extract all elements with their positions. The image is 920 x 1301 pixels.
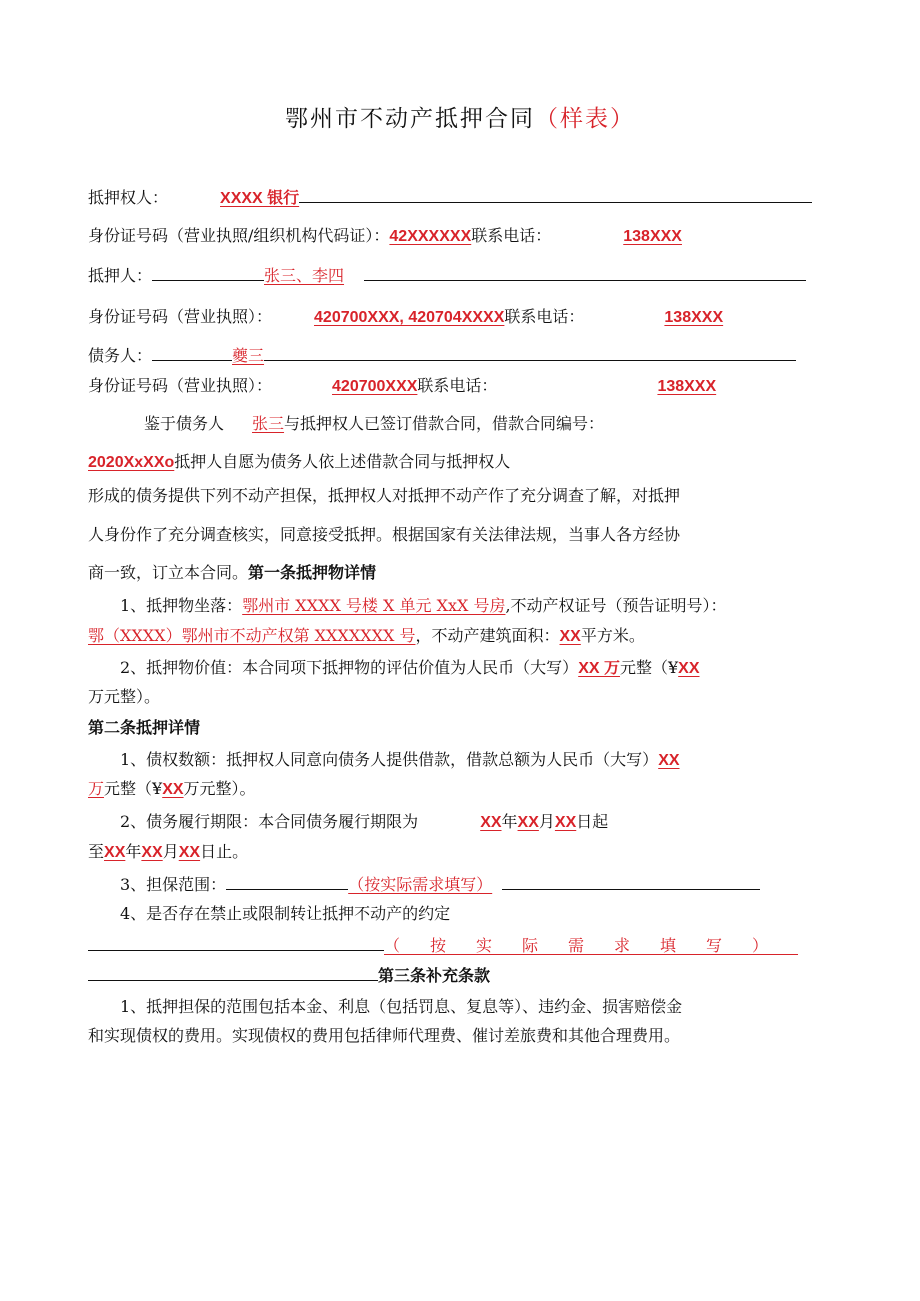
preamble-text: 鉴于债务人 bbox=[144, 414, 225, 433]
debtor-phone[interactable]: 138XXX bbox=[657, 378, 717, 395]
article2-item1-cont bbox=[88, 777, 256, 802]
mortgagor-label: 抵押人： bbox=[88, 266, 153, 285]
debtor-blank bbox=[264, 342, 796, 361]
preamble-line-3: 形成的债务提供下列不动产担保，抵押权人对抵押不动产作了充分调查了解，对抵押 bbox=[88, 486, 681, 505]
year-label: 年 bbox=[125, 842, 142, 861]
debtor-id-label: 身份证号码（营业执照）： bbox=[88, 376, 273, 395]
year-label: 年 bbox=[501, 812, 518, 831]
article2-item1-text: 万元整）。 bbox=[183, 779, 256, 798]
end-label: 日止。 bbox=[200, 842, 249, 861]
article1-item2 bbox=[120, 656, 700, 681]
article2-item3 bbox=[120, 871, 760, 897]
preamble-line-2 bbox=[88, 450, 510, 475]
article2-title: 第二条抵押详情 bbox=[88, 718, 201, 737]
article1-item1-cont bbox=[88, 624, 645, 649]
article1-item1-text: ,不动产权证号（预告证明号）： bbox=[505, 596, 727, 615]
end-day[interactable]: XX bbox=[178, 844, 201, 861]
mortgagee-row bbox=[88, 184, 812, 211]
end-month[interactable]: XX bbox=[141, 844, 163, 861]
title-main: 鄂州市不动产抵押合同 bbox=[285, 106, 535, 132]
to-label: 至 bbox=[88, 842, 105, 861]
mortgagor-phone-label: 联系电话： bbox=[504, 307, 585, 326]
mortgagee-id-label: 身份证号码（营业执照/组织机构代码证）： bbox=[88, 226, 390, 245]
loan-amount-upper-a[interactable]: XX bbox=[658, 752, 680, 769]
debtor-id-value[interactable]: 420700XXX bbox=[332, 378, 418, 395]
property-cert-number[interactable]: 鄂（XXXX）鄂州市不动产权第 XXXXXXX 号 bbox=[88, 626, 416, 645]
article2-item2-text: 2、债务履行期限：本合同债务履行期限为 bbox=[120, 812, 419, 831]
end-year[interactable]: XX bbox=[104, 844, 126, 861]
article2-item4: 4、是否存在禁止或限制转让抵押不动产的约定 bbox=[120, 904, 451, 923]
preamble-text: 与抵押权人已签订借款合同，借款合同编号： bbox=[284, 414, 605, 433]
start-label: 日起 bbox=[576, 812, 609, 831]
contract-number[interactable]: 2020XxXXo bbox=[88, 454, 175, 471]
mortgagee-phone-label: 联系电话： bbox=[471, 226, 552, 245]
article2-item2 bbox=[120, 809, 608, 835]
article2-item1-text: 1、债权数额：抵押权人同意向债务人提供借款，借款总额为人民币（大写） bbox=[120, 750, 659, 769]
article1-item1 bbox=[120, 594, 727, 618]
transfer-restriction[interactable]: （按实际需求填写） bbox=[384, 936, 799, 955]
article2-item1 bbox=[120, 748, 680, 773]
loan-amount-num[interactable]: XX bbox=[162, 781, 184, 798]
mortgagor-id-label: 身份证号码（营业执照）： bbox=[88, 307, 273, 326]
property-area[interactable]: XX bbox=[559, 628, 581, 645]
preamble-line-4: 人身份作了充分调查核实，同意接受抵押。根据国家有关法律法规，当事人各方经协 bbox=[88, 525, 681, 544]
preamble-text: 抵押人自愿为债务人依上述借款合同与抵押权人 bbox=[174, 452, 511, 471]
mortgagee-id-row bbox=[88, 223, 682, 249]
property-value-num[interactable]: XX bbox=[678, 660, 700, 677]
area-unit: 平方米。 bbox=[580, 626, 645, 645]
debtor-phone-label: 联系电话： bbox=[417, 376, 498, 395]
mortgagee-blank bbox=[299, 184, 812, 203]
page-title bbox=[0, 100, 920, 133]
article2-item4-cont bbox=[88, 932, 798, 958]
article2-item1-text: 元整（¥ bbox=[104, 779, 163, 798]
debtor-row bbox=[88, 342, 796, 368]
article1-item1-label: 1、抵押物坐落： bbox=[120, 596, 243, 615]
mortgagor-id-value[interactable]: 420700XXX, 420704XXXX bbox=[314, 309, 505, 326]
title-sample-tag: （样表） bbox=[535, 106, 635, 132]
mortgagor-phone[interactable]: 138XXX bbox=[664, 309, 724, 326]
preamble-debtor-name[interactable]: 张三 bbox=[252, 414, 285, 433]
month-label: 月 bbox=[162, 842, 179, 861]
month-label: 月 bbox=[538, 812, 555, 831]
preamble-text: 商一致，订立本合同。 bbox=[88, 563, 249, 582]
mortgagee-id-value[interactable]: 42XXXXXX bbox=[389, 228, 472, 245]
preamble-line-5 bbox=[88, 561, 376, 585]
preamble-line-1 bbox=[144, 411, 604, 436]
debtor-id-row bbox=[88, 373, 716, 399]
mortgagor-row bbox=[88, 262, 806, 288]
property-location[interactable]: 鄂州市 XXXX 号楼 X 单元 XxX 号房 bbox=[242, 596, 506, 615]
guarantee-scope[interactable]: （按实际需求填写） bbox=[348, 875, 493, 894]
debtor-value[interactable]: 夔三 bbox=[232, 346, 265, 365]
article3-item1-cont: 和实现债权的费用。实现债权的费用包括律师代理费、催讨差旅费和其他合理费用。 bbox=[88, 1026, 681, 1045]
article1-item2-text: 元整（¥ bbox=[619, 658, 679, 677]
article2-item2-cont bbox=[88, 840, 248, 865]
mortgagee-value[interactable]: XXXX 银行 bbox=[220, 190, 300, 207]
article3-title-row bbox=[88, 962, 490, 988]
property-value-upper[interactable]: XX 万 bbox=[578, 660, 620, 677]
mortgagee-label: 抵押权人： bbox=[88, 188, 169, 207]
mortgagor-id-row bbox=[88, 304, 723, 330]
article3-title: 第三条补充条款 bbox=[378, 966, 491, 985]
area-label: ，不动产建筑面积： bbox=[415, 626, 560, 645]
start-month[interactable]: XX bbox=[517, 814, 539, 831]
article3-item1: 1、抵押担保的范围包括本金、利息（包括罚息、复息等）、违约金、损害赔偿金 bbox=[120, 997, 683, 1016]
mortgagor-value[interactable]: 张三、李四 bbox=[264, 266, 345, 285]
article1-title: 第一条抵押物详情 bbox=[248, 563, 377, 582]
article2-item3-label: 3、担保范围： bbox=[120, 875, 227, 894]
start-day[interactable]: XX bbox=[554, 814, 577, 831]
loan-amount-upper-b[interactable]: 万 bbox=[88, 779, 105, 798]
article1-item2-text: 2、抵押物价值：本合同项下抵押物的评估价值为人民币（大写） bbox=[120, 658, 579, 677]
mortgagor-blank bbox=[364, 262, 806, 281]
debtor-label: 债务人： bbox=[88, 346, 153, 365]
mortgagee-phone[interactable]: 138XXX bbox=[623, 228, 682, 245]
article1-item2-cont: 万元整）。 bbox=[88, 687, 161, 706]
start-year[interactable]: XX bbox=[480, 814, 502, 831]
